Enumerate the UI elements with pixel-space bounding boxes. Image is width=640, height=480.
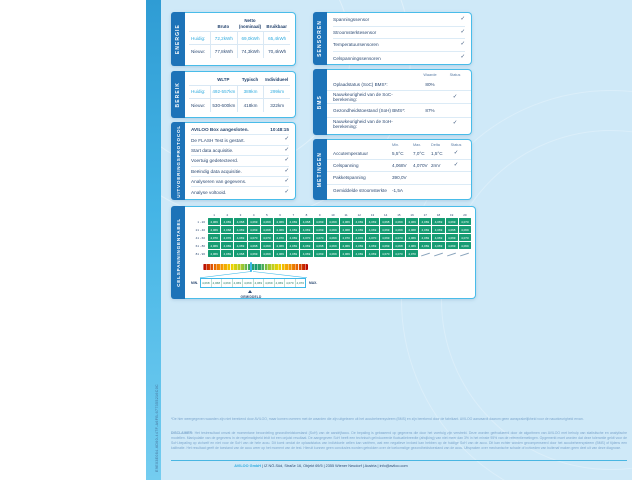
protocol-card-body [185, 122, 296, 200]
metingen-delta: 2mV [431, 163, 441, 169]
energie-card [171, 12, 296, 66]
cell-table-row [188, 218, 471, 225]
voltage-cell: 4,068 [221, 226, 233, 233]
metingen-max: 4,070V [413, 163, 428, 169]
legend-min-label: MIN. [191, 281, 198, 285]
voltage-cell: 4,069 [366, 242, 378, 249]
cell-column-number: 11 [344, 213, 348, 217]
protocol-row [191, 135, 289, 145]
bms-footnote: *De hier weergegeven waarden zijn niet berekend door AVILOO, maar komen overeen met de waarden die zijn uitgelezen uit het accubeheersysteem (BMS) en zijn berekend door de fabrikant. AVILOO aanvaardt daarom geen aansprakelijkheid voor de nauwkeurigheid ervan. [171, 417, 584, 421]
cell-column-number: 15 [397, 213, 401, 217]
cell-column-number: 7 [292, 213, 295, 217]
energie-table [185, 13, 295, 58]
column-header: Typisch [241, 77, 259, 82]
voltage-cell: 4,068 [234, 218, 246, 225]
legend-voltage-box: 4,069 [233, 281, 241, 285]
cell-column-number: 18 [436, 213, 441, 217]
voltage-cell: 4,070 [314, 234, 326, 241]
cell-table-row [188, 234, 471, 241]
voltage-cell: 4,069 [261, 218, 273, 225]
legend-voltage-box: 4,070 [285, 281, 294, 285]
voltage-cell: 4,069 [366, 250, 378, 257]
metingen-card [313, 139, 472, 200]
metingen-max: 7,0°C [413, 151, 425, 157]
sensor-row [333, 39, 465, 52]
metingen-delta: 1,5°C [431, 151, 443, 157]
metingen-row [327, 172, 471, 184]
legend-average-label: GEMIDDELD [240, 294, 262, 299]
voltage-cell: 4,068 [314, 242, 326, 249]
sensoren-card-body [327, 12, 472, 65]
voltage-cell: 4,070 [274, 234, 286, 241]
cell-column-number: 1 [213, 213, 215, 217]
voltage-cell: 4,069 [221, 242, 233, 249]
legend-callout-lines [197, 271, 312, 278]
voltage-cell: 4,069 [208, 218, 220, 225]
cell-value: 492-557km [210, 86, 237, 98]
cell-column-number: 12 [357, 213, 361, 217]
bereik-card [171, 71, 296, 118]
sensor-label: Temperatuursensoren [333, 42, 379, 48]
check-icon: ✓ [452, 120, 458, 127]
bms-value: 87% [425, 107, 435, 113]
check-icon: ✓ [453, 162, 459, 169]
section-title: CELSPANNINGENTABEL [175, 218, 181, 287]
cell-column-number: 16 [410, 213, 414, 217]
section-title: BMS [317, 94, 323, 110]
empty-cell-slash [459, 250, 471, 257]
metingen-label: Pakketspanning [333, 175, 366, 181]
cell-value: 322km [263, 99, 290, 112]
cell-value: 74,3kWh [237, 45, 264, 58]
protocol-time: 10:48:15 [270, 127, 289, 133]
sensor-label: Stroomsterktesensor [333, 29, 377, 35]
sensor-label: Spanningssensor [333, 17, 370, 23]
legend-voltage-box: 4,069 [275, 281, 283, 285]
bms-row [327, 78, 471, 91]
cell-table-row [188, 242, 471, 249]
voltage-cell: 4,069 [353, 242, 365, 249]
voltage-cell: 4,069 [234, 242, 246, 249]
voltage-cell: 4,069 [432, 234, 444, 241]
voltage-cell: 4,069 [380, 234, 392, 241]
column-header: Netto (nominaal) [238, 18, 262, 29]
cell-table-row [188, 226, 471, 233]
voltage-cell: 4,070 [248, 234, 260, 241]
voltage-cell: 4,069 [287, 234, 299, 241]
voltage-cell: 4,069 [287, 250, 299, 257]
metingen-min: 390,0V [392, 175, 407, 181]
voltage-cell: 4,069 [274, 242, 286, 249]
bms-label: Nauwkeurigheid van de SoC-berekening: [333, 92, 393, 103]
metingen-header-row [327, 140, 471, 148]
voltage-cell: 4,069 [340, 250, 352, 257]
bms-row [327, 91, 471, 104]
metingen-row [327, 185, 471, 197]
cell-value: 70,4kWh [263, 45, 290, 58]
bms-row [327, 118, 471, 131]
voltage-cell: 4,070 [380, 250, 392, 257]
cell-row-label: 61 - 80 [195, 243, 205, 248]
table-row [189, 45, 290, 58]
voltage-cell: 4,069 [446, 242, 458, 249]
bms-card [313, 69, 472, 135]
check-icon: ✓ [284, 146, 289, 153]
check-icon: ✓ [460, 41, 465, 48]
voltage-cell: 4,069 [393, 218, 405, 225]
legend-voltage-box: 4,069 [264, 281, 273, 285]
cell-column-number: 5 [266, 213, 268, 217]
voltage-cell: 4,068 [380, 218, 392, 225]
sensoren-card [313, 12, 472, 65]
cell-column-number: 14 [384, 213, 388, 217]
column-header: Bruto [217, 23, 230, 29]
sensor-row [333, 52, 465, 65]
section-title: ENERGIE [175, 23, 181, 55]
voltage-cell: 4,069 [366, 226, 378, 233]
cell-table-row [188, 250, 471, 257]
voltage-cell: 4,069 [459, 242, 471, 249]
cell-value: 77,8kWh [210, 45, 237, 58]
cell-row-label: 1 - 20 [197, 219, 205, 224]
metingen-col-min: Min. [392, 143, 400, 147]
energie-card-body [185, 12, 296, 66]
voltage-cell: 4,068 [261, 226, 273, 233]
voltage-cell: 4,070 [340, 234, 352, 241]
section-title: SENSOREN [317, 20, 323, 57]
voltage-cell: 4,069 [261, 250, 273, 257]
voltage-cell: 4,069 [287, 242, 299, 249]
voltage-cell: 4,069 [314, 226, 326, 233]
check-icon: ✓ [284, 136, 289, 143]
voltage-cell: 4,069 [380, 242, 392, 249]
check-icon: ✓ [453, 149, 459, 156]
check-icon: ✓ [460, 54, 465, 61]
protocol-step-label: De FLASH Test is gestart. [191, 137, 245, 143]
check-icon: ✓ [284, 188, 289, 195]
voltage-cell: 4,069 [327, 226, 339, 233]
empty-cell-slash [446, 250, 458, 257]
cell-value: 65,4kWh [263, 32, 290, 44]
metingen-label: Celspanning [333, 163, 359, 169]
table-row [189, 99, 290, 112]
protocol-row [191, 146, 289, 156]
voltage-cell: 4,068 [446, 226, 458, 233]
cell-column-number: 8 [305, 213, 308, 217]
voltage-cell: 4,069 [208, 226, 220, 233]
voltage-cell: 4,069 [406, 234, 418, 241]
protocol-step-label: AVILOO Box aangesloten. [191, 127, 249, 133]
voltage-cell: 4,069 [353, 226, 365, 233]
report-uuid [155, 376, 159, 472]
voltage-cell: 4,069 [208, 242, 220, 249]
legend-voltage-box: 4,068 [201, 281, 210, 285]
cell-column-number: 6 [279, 213, 281, 217]
voltage-cell: 4,068 [340, 226, 352, 233]
cell-voltage-table [185, 207, 475, 298]
company-address: | IZ NÖ-Süd, Straße 16, Objekt 69/5 | 2355 Wiener Neudorf | Austria | info@aviloo.com [261, 464, 408, 468]
voltage-cell: 4,069 [419, 242, 431, 249]
section-tab-metingen [313, 139, 327, 200]
sensor-row [333, 14, 465, 27]
company-name: AVILOO GmbH [234, 464, 262, 468]
protocol-row [191, 187, 289, 197]
check-icon: ✓ [460, 16, 465, 23]
protocol-step-label: Analyse voltooid. [191, 190, 227, 196]
voltage-cell: 4,069 [314, 218, 326, 225]
voltage-cell: 4,069 [353, 250, 365, 257]
voltage-cell: 4,070 [300, 234, 312, 241]
legend-voltage-box: 4,069 [222, 281, 231, 285]
table-header-row [189, 77, 290, 86]
voltage-cell: 4,070 [459, 218, 471, 225]
voltage-cell: 4,069 [248, 218, 260, 225]
section-tab-sensoren [313, 12, 327, 65]
voltage-cell: 4,068 [234, 250, 246, 257]
voltage-cell: 4,068 [300, 218, 312, 225]
metingen-min: 4,068V [392, 163, 407, 169]
section-title: UITVOERINGSPROTOCOL [175, 124, 181, 198]
cell-voltage-grid [188, 211, 471, 257]
voltage-cell: 4,069 [393, 226, 405, 233]
voltage-cell: 4,069 [314, 250, 326, 257]
voltage-cell: 4,069 [406, 218, 418, 225]
metingen-list [327, 148, 471, 197]
voltage-cell: 4,068 [393, 242, 405, 249]
check-icon: ✓ [284, 177, 289, 184]
check-icon: ✓ [452, 93, 458, 100]
voltage-cell: 4,069 [327, 234, 339, 241]
voltage-cell: 4,069 [446, 234, 458, 241]
bereik-card-body [185, 71, 296, 118]
row-label: Huidig: [191, 89, 206, 95]
average-pointer-icon [248, 290, 252, 293]
legend-max-label: MAX. [309, 281, 318, 285]
voltage-cell: 4,070 [366, 234, 378, 241]
check-icon: ✓ [284, 157, 289, 164]
cell-column-number: 13 [370, 213, 375, 217]
uitvoeringsprotocol-card [171, 122, 296, 200]
voltage-cell: 4,070 [459, 234, 471, 241]
voltage-cell: 4,069 [300, 226, 312, 233]
bms-col-waarde: Waarde [423, 73, 437, 77]
disclaimer-text: Het testresultaat omvat de momentane beoordeling gezondheidstoestand (SoH) van de aandrijfaccu. De bepaling is gebaseerd op gegevens die door het voertuig zijn verstrekt. Deze worden geëvalueerd door de algoritmen van AVILOO met behulp van statistische en analytische modellen. Manipulatie van de gegevens in de regelmatigheid leidt tot een onjuist resultaat. De aangegeven SoH heeft een technisch geïnduceerde fluctuatiebreedte (afwijking) van niet meer dan 3% in het minste 95% van de referentiemetingen. Opgemerkt moet worden dat deze tolerantie geldt voor de SoH-bepaling op zichzelf en niet voor de SoH van de hele accu. Dit komt omdat de oplaadstatus van individuele cellen kan variëren, wat een negatieve invloed kan hebben op de huidige SoH van de accu. Dit kan echter worden gecompenseerd door het accubeheersysteem (BMS) of tijdens een kalibratie. Het resultaat geeft de toestand van de accu weer op het moment van de test. Hieruit kunnen geen conclusies worden getrokken over de toekomstige gezondheidstoestand van de accu. Uitspraken over mechanische schade of invloeden van buitenaf maken geen deel uit van deze diagnose. [171, 431, 627, 451]
protocol-row [191, 156, 289, 166]
column-header: Bruikbaar [266, 23, 287, 29]
voltage-cell: 4,069 [300, 242, 312, 249]
protocol-row [191, 125, 289, 135]
sensor-label: Celspanningssensoren [333, 55, 381, 61]
check-icon: ✓ [284, 167, 289, 174]
metingen-label: Gemiddelde stroomsterkte [333, 188, 387, 194]
voltage-cell: 4,069 [248, 226, 260, 233]
voltage-cell: 4,069 [406, 242, 418, 249]
metingen-card-body [327, 139, 472, 200]
voltage-cell: 4,069 [340, 218, 352, 225]
protocol-step-label: Voertuig gedetecteerd. [191, 158, 239, 164]
sensor-row [333, 27, 465, 40]
table-row [189, 32, 290, 45]
sensor-list [327, 13, 471, 65]
voltage-cell: 4,069 [419, 226, 431, 233]
metingen-col-max: Max. [413, 143, 422, 147]
row-label: Huidig: [191, 35, 206, 41]
voltage-cell: 4,069 [340, 242, 352, 249]
voltage-cell: 4,068 [248, 242, 260, 249]
voltage-cell: 4,069 [274, 226, 286, 233]
voltage-cell: 4,069 [432, 242, 444, 249]
row-label: Nieuw: [191, 102, 206, 108]
average-marker [250, 262, 252, 272]
cell-value: 299km [263, 86, 290, 98]
voltage-cell: 4,069 [353, 218, 365, 225]
protocol-step-label: Beëindig data acquisitie. [191, 168, 242, 174]
voltage-cell: 4,069 [419, 218, 431, 225]
voltage-cell: 4,070 [393, 250, 405, 257]
cell-column-number: 17 [423, 213, 427, 217]
protocol-row [191, 177, 289, 187]
voltage-cell: 4,069 [221, 218, 233, 225]
section-tab-energie [171, 12, 185, 66]
metingen-row [327, 160, 471, 172]
cell-value: 389km [237, 86, 264, 98]
voltage-cell: 4,069 [366, 218, 378, 225]
voltage-cell: 4,070 [221, 234, 233, 241]
voltage-cell: 4,069 [248, 250, 260, 257]
metingen-col-status: Status [450, 143, 462, 147]
voltage-cell: 4,069 [327, 242, 339, 249]
voltage-cell: 4,070 [406, 250, 418, 257]
legend-voltage-boxes [200, 278, 306, 288]
voltage-cell: 4,069 [327, 218, 339, 225]
cell-row-label: 21 - 40 [195, 227, 205, 232]
bms-value: 80% [425, 81, 435, 87]
cell-value: 418km [237, 99, 264, 112]
disclaimer [171, 431, 627, 451]
disclaimer-label: DISCLAIMER: [171, 431, 194, 435]
section-tab-bms [313, 69, 327, 135]
voltage-cell: 4,069 [380, 226, 392, 233]
metingen-min: 5,5°C [392, 151, 404, 157]
cell-column-number: 4 [252, 213, 255, 217]
voltage-cell: 4,069 [446, 218, 458, 225]
voltage-cell: 4,069 [432, 226, 444, 233]
voltage-cell: 4,069 [327, 250, 339, 257]
metingen-min: -1,5A [392, 188, 403, 194]
bms-label: Nauwkeurigheid van de SoH-berekening: [333, 119, 393, 130]
voltage-cell: 4,070 [208, 234, 220, 241]
voltage-cell: 4,069 [287, 226, 299, 233]
bms-list [327, 78, 471, 131]
company-address-bar [171, 464, 471, 468]
legend-voltage-box: 4,069 [243, 281, 252, 285]
empty-cell-slash [419, 250, 431, 257]
voltage-cell: 4,069 [208, 250, 220, 257]
table-row [189, 86, 290, 99]
bms-label: Oplaadstatus (SoC) BMS*: [333, 81, 388, 87]
bms-card-body [327, 69, 472, 135]
bms-row [327, 104, 471, 117]
report-uuid-text: E9E03E084-6D60-447F-A6FB-677355216C0C [155, 384, 159, 472]
section-tab-celspanningentabel [171, 206, 185, 299]
protocol-row [191, 167, 289, 177]
section-title: METINGEN [317, 151, 323, 188]
cell-table-header-row [188, 211, 471, 217]
row-label: Nieuw: [191, 49, 206, 55]
voltage-cell: 4,069 [300, 250, 312, 257]
cell-column-number: 10 [331, 213, 335, 217]
voltage-cell: 4,069 [221, 250, 233, 257]
table-header-row [189, 18, 290, 32]
bms-label: Gezondheidstoestand (SoH) BMS*: [333, 107, 406, 113]
metingen-row [327, 148, 471, 160]
voltage-scale-gradient [203, 264, 308, 270]
section-title: BEREIK [175, 81, 181, 108]
cell-column-number: 20 [463, 213, 467, 217]
celspanningentabel-card-body [185, 206, 476, 299]
section-tab-bereik [171, 71, 185, 118]
voltage-cell: 4,070 [393, 234, 405, 241]
cell-value: 72,2kWh [210, 32, 237, 44]
empty-cell-slash [432, 250, 444, 257]
bereik-table [185, 72, 295, 112]
cell-column-number: 19 [450, 213, 454, 217]
protocol-list [185, 123, 295, 200]
voltage-cell: 4,069 [274, 218, 286, 225]
voltage-cell: 4,069 [274, 250, 286, 257]
celspanningentabel-card [171, 206, 476, 299]
voltage-cell: 4,069 [261, 242, 273, 249]
voltage-cell: 4,069 [459, 226, 471, 233]
cell-row-label: 41 - 60 [195, 235, 205, 240]
voltage-cell: 4,069 [419, 234, 431, 241]
legend-voltage-box: 4,069 [254, 281, 262, 285]
voltage-cell: 4,069 [287, 218, 299, 225]
footer-divider [171, 460, 627, 461]
section-tab-uitvoeringsprotocol [171, 122, 185, 200]
voltage-cell: 4,069 [432, 218, 444, 225]
cell-row-label: 81 - 96 [195, 251, 205, 256]
column-header: Individueel [265, 77, 289, 82]
legend-voltage-box: 4,070 [296, 281, 304, 285]
voltage-cell: 4,070 [261, 234, 273, 241]
metingen-col-delta: Delta [431, 143, 440, 147]
bms-header-row [327, 70, 471, 78]
cell-column-number: 9 [318, 213, 321, 217]
cell-column-number: 2 [226, 213, 229, 217]
cell-value: 530-600km [210, 99, 237, 112]
cell-column-number: 3 [239, 213, 242, 217]
cell-value: 69,0kWh [237, 32, 264, 44]
voltage-cell: 4,069 [234, 234, 246, 241]
column-header: WLTP [217, 77, 230, 82]
voltage-cell: 4,070 [353, 234, 365, 241]
bms-col-status: Status [449, 73, 461, 77]
metingen-label: Accutemperatuur [333, 151, 368, 157]
voltage-cell: 4,068 [406, 226, 418, 233]
check-icon: ✓ [460, 28, 465, 35]
voltage-cell: 4,069 [234, 226, 246, 233]
protocol-step-label: Analyseren van gegevens. [191, 179, 247, 185]
protocol-step-label: Start data acquisitie. [191, 147, 234, 153]
legend-voltage-box: 4,068 [212, 281, 220, 285]
